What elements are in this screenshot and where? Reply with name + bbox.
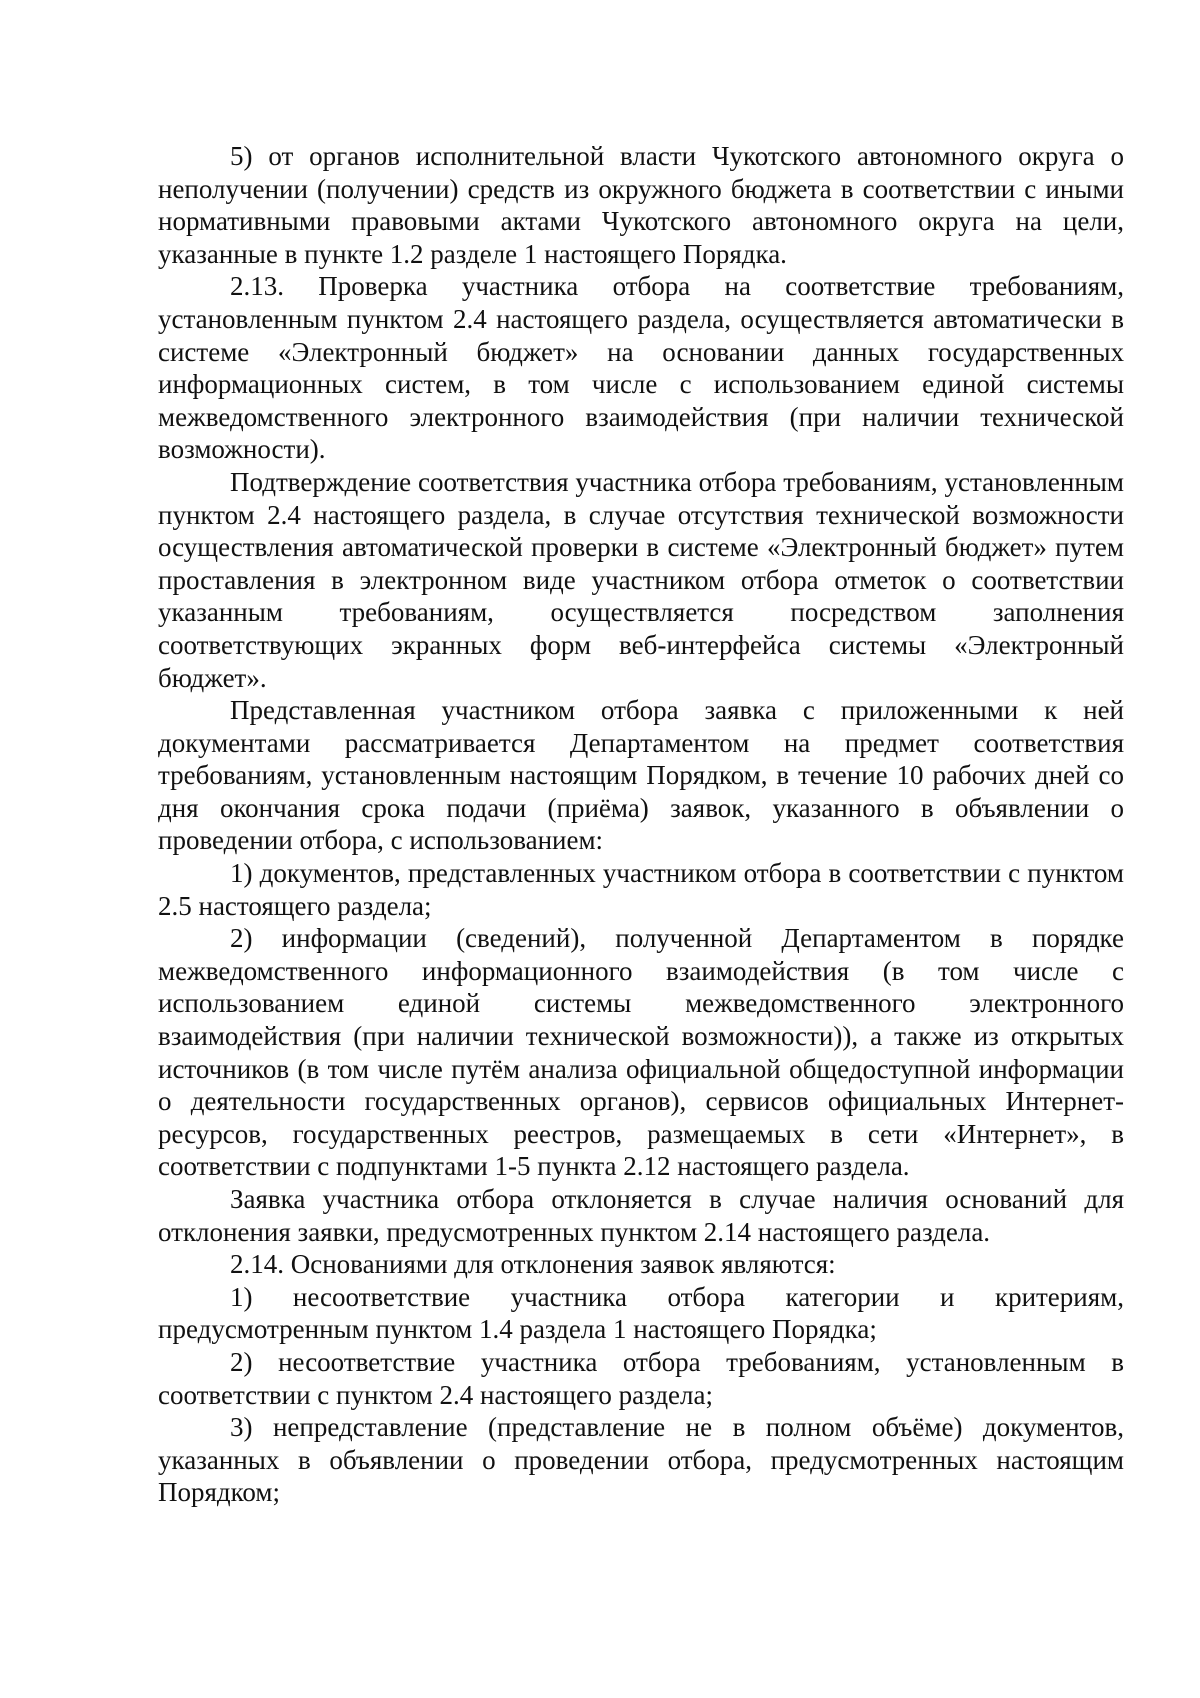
document-page (158, 140, 1124, 1509)
paragraph-review: Представленная участником отбора заявка с приложенными к ней документами рассматривается Департаментом на предмет соответствия требованиям, установленным настоящим Порядком, в течение 10 рабочих дней со дня окончания срока подачи (приёма) заявок, указанного в объявлении о проведении отбора, с использованием: (158, 695, 1124, 856)
paragraph-section-2-14: 2.14. Основаниями для отклонения заявок являются: (230, 1249, 836, 1280)
paragraph-item-5: 5) от органов исполнительной власти Чукотского автономного округа о неполучении (получении) средств из окружного бюджета в соответствии с иными нормативными правовыми актами Чукотского автономного округа на цели, указанные в пункте 1.2 разделе 1 настоящего Порядка. (158, 141, 1124, 269)
paragraph-section-2-13: 2.13. Проверка участника отбора на соответствие требованиям, установленным пунктом 2.4 настоящего раздела, осуществляется автоматически в системе «Электронный бюджет» на основании данных государственных информационных систем, в том числе с использованием единой системы межведомственного электронного взаимодействия (при наличии технической возможности). (158, 271, 1124, 465)
paragraph-confirmation: Подтверждение соответствия участника отбора требованиям, установленным пунктом 2.4 настоящего раздела, в случае отсутствия технической возможности осуществления автоматической проверки в системе «Электронный бюджет» путем проставления в электронном виде участником отбора отметок о соответствии указанным требованиям, осуществляется посредством заполнения соответствующих экранных форм веб-интерфейса системы «Электронный бюджет». (158, 466, 1124, 693)
paragraph-review-item-2: 2) информации (сведений), полученной Департаментом в порядке межведомственного информационного взаимодействия (в том числе с использованием единой системы межведомственного электронного взаимодействия (при наличии технической возможности)), а также из открытых источников (в том числе путём анализа официальной общедоступной информации о деятельности государственных органов), сервисов официальных Интернет-ресурсов, государственных реестров, размещаемых в сети «Интернет», в соответствии с подпунктами 1-5 пункта 2.12 настоящего раздела. (158, 923, 1124, 1182)
paragraph-review-item-1: 1) документов, представленных участником отбора в соответствии с пунктом 2.5 настоящего раздела; (158, 858, 1124, 921)
paragraph-rejection: Заявка участника отбора отклоняется в случае наличия оснований для отклонения заявки, предусмотренных пунктом 2.14 настоящего раздела. (158, 1184, 1124, 1247)
paragraph-ground-1: 1) несоответствие участника отбора категории и критериям, предусмотренным пунктом 1.4 раздела 1 настоящего Порядка; (158, 1281, 1124, 1345)
paragraph-ground-3: 3) непредставление (представление не в полном объёме) документов, указанных в объявлении о проведении отбора, предусмотренных настоящим Порядком; (158, 1412, 1124, 1508)
paragraph-ground-2: 2) несоответствие участника отбора требованиям, установленным в соответствии с пунктом 2.4 настоящего раздела; (158, 1346, 1124, 1410)
